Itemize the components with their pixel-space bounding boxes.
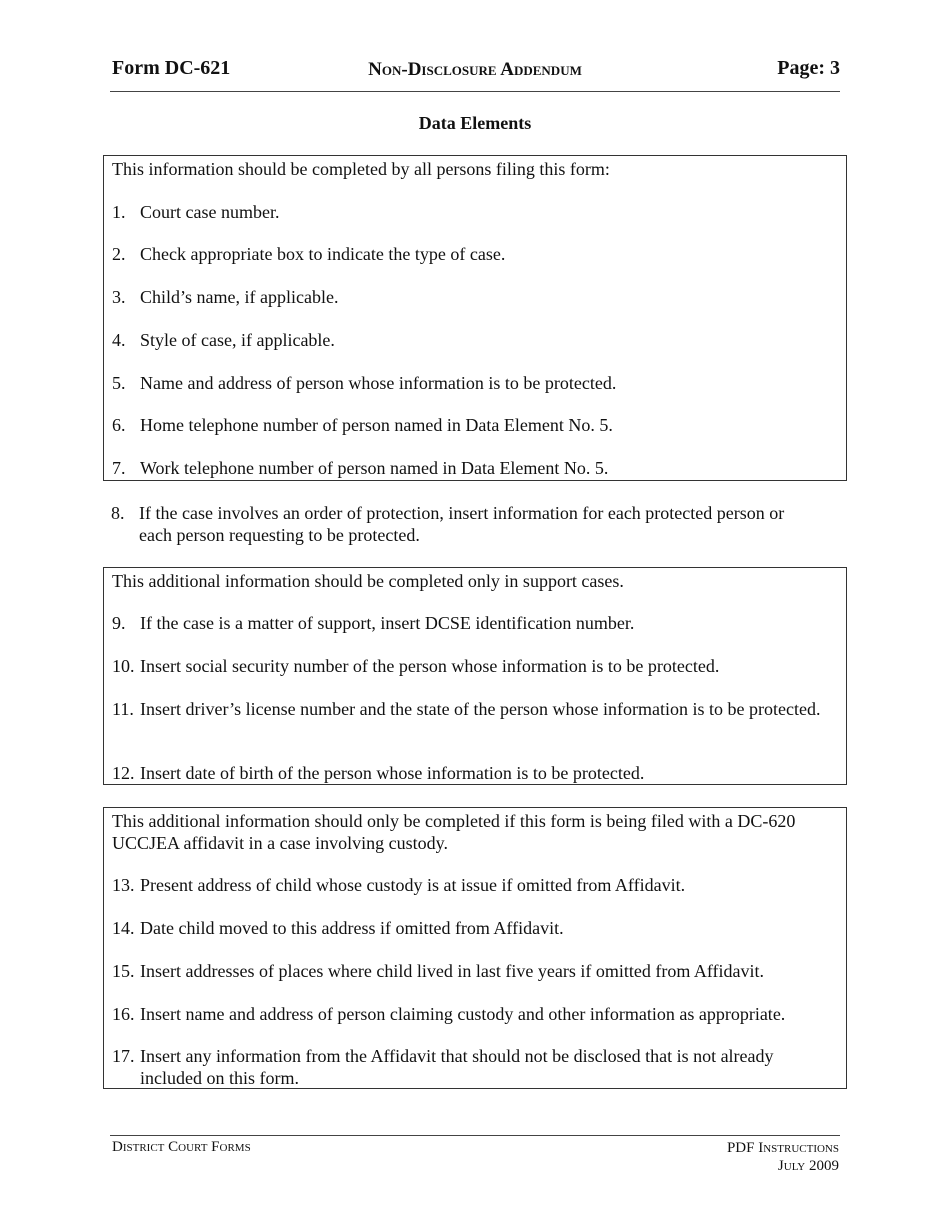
list-item — [112, 763, 832, 785]
item-text: Check appropriate box to indicate the type of case. — [140, 244, 506, 264]
section-title: Data Elements — [418, 113, 532, 133]
item-number: 6. — [112, 415, 126, 435]
list-item — [112, 287, 832, 309]
list-item — [112, 330, 832, 352]
custody-box — [103, 807, 847, 1089]
page-header — [110, 55, 840, 83]
footer-date: July 2009 — [777, 1158, 839, 1174]
header-divider — [110, 91, 840, 92]
general-info-box — [103, 155, 847, 481]
item-number: 11. — [112, 699, 134, 719]
list-item — [112, 373, 832, 395]
list-item — [112, 875, 832, 897]
list-item — [112, 244, 832, 266]
list-item — [112, 613, 832, 635]
item-number: 14. — [112, 918, 135, 938]
item-text: Work telephone number of person named in Data Element No. 5. — [140, 458, 609, 478]
item-number: 3. — [112, 287, 126, 307]
form-title: Non-Disclosure Addendum — [368, 59, 582, 80]
item-text: Insert driver’s license number and the state of the person whose information is to be protected. — [140, 699, 821, 719]
list-item — [112, 1004, 832, 1026]
item-text: Insert social security number of the person whose information is to be protected. — [140, 656, 720, 676]
item-number: 17. — [112, 1046, 135, 1066]
item-text: If the case is a matter of support, insert DCSE identification number. — [140, 613, 635, 633]
page-number: Page: 3 — [777, 57, 840, 79]
item-number: 12. — [112, 763, 135, 783]
item-text: Name and address of person whose information is to be protected. — [140, 373, 617, 393]
item-text: Insert date of birth of the person whose information is to be protected. — [140, 763, 645, 783]
item-number: 4. — [112, 330, 126, 350]
item-text: Court case number. — [140, 202, 280, 222]
support-cases-box — [103, 567, 847, 785]
form-id: Form DC-621 — [112, 57, 231, 79]
item-number: 7. — [112, 458, 126, 478]
item-text: Insert addresses of places where child lived in last five years if omitted from Affidavit. — [140, 961, 764, 981]
list-item — [112, 961, 832, 983]
footer-right — [727, 1139, 839, 1175]
box-intro: This additional information should only be completed if this form is being filed with a DC-620 UCCJEA affidavit in a case involving custody. — [112, 811, 796, 853]
box-intro: This information should be completed by all persons filing this form: — [112, 159, 610, 179]
list-item — [112, 918, 832, 940]
item-text: Insert any information from the Affidavit that should not be disclosed that is not already included on this form. — [140, 1046, 774, 1088]
item-text: Insert name and address of person claiming custody and other information as appropriate. — [140, 1004, 786, 1024]
item-number: 5. — [112, 373, 126, 393]
list-item — [112, 415, 832, 437]
list-item — [112, 656, 832, 678]
item-number: 16. — [112, 1004, 135, 1024]
list-item — [112, 202, 832, 224]
item-text: If the case involves an order of protection, insert information for each protected person or each person requesting to be protected. — [139, 503, 785, 545]
footer-instructions: PDF Instructions — [726, 1140, 839, 1156]
list-item — [111, 503, 812, 546]
footer-divider — [110, 1135, 840, 1136]
item-number: 1. — [112, 202, 126, 222]
item-number: 10. — [112, 656, 135, 676]
item-number: 15. — [112, 961, 135, 981]
item-text: Home telephone number of person named in Data Element No. 5. — [140, 415, 613, 435]
item-text: Present address of child whose custody is at issue if omitted from Affidavit. — [140, 875, 686, 895]
item-text: Date child moved to this address if omitted from Affidavit. — [140, 918, 564, 938]
item-number: 13. — [112, 875, 135, 895]
list-item — [112, 699, 832, 721]
box-intro: This additional information should be completed only in support cases. — [112, 571, 624, 591]
list-item — [112, 1046, 802, 1089]
item-number: 8. — [111, 503, 125, 523]
item-number: 2. — [112, 244, 126, 264]
item-text: Child’s name, if applicable. — [140, 287, 339, 307]
list-item — [112, 458, 832, 480]
item-number: 9. — [112, 613, 126, 633]
item-text: Style of case, if applicable. — [140, 330, 335, 350]
footer-left: District Court Forms — [112, 1139, 251, 1155]
